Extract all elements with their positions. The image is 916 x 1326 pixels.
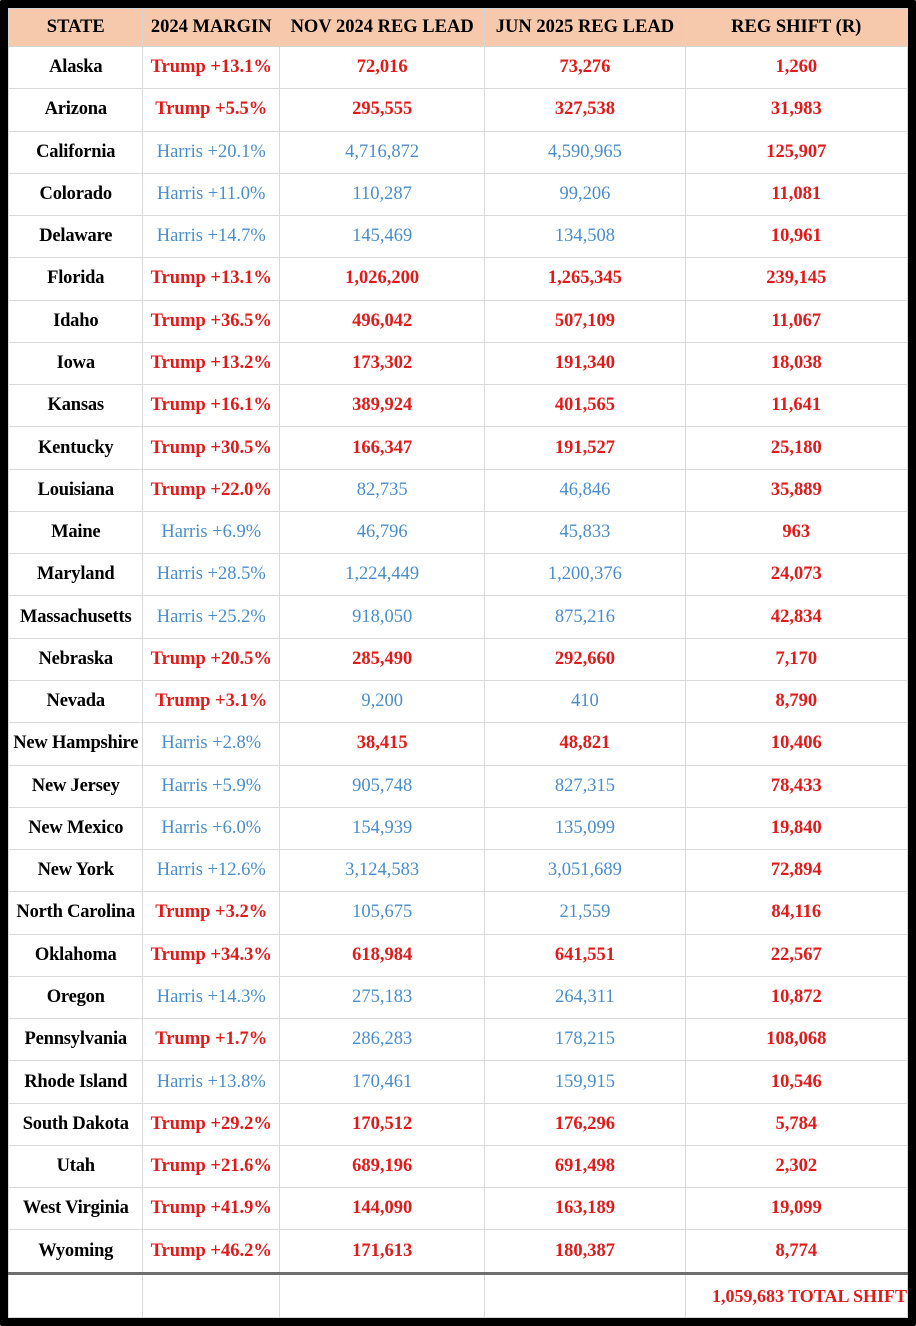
jun-lead-cell: 21,559 [485, 892, 685, 934]
jun-lead-cell: 691,498 [485, 1145, 685, 1187]
state-cell: Oklahoma [9, 934, 143, 976]
state-cell: Delaware [9, 216, 143, 258]
table-row [9, 427, 908, 469]
nov-lead-cell: 110,287 [280, 173, 485, 215]
margin-cell: Harris +14.3% [143, 976, 280, 1018]
nov-lead-cell: 4,716,872 [280, 131, 485, 173]
shift-cell: 35,889 [685, 469, 908, 511]
state-cell: Kansas [9, 385, 143, 427]
jun-lead-cell: 401,565 [485, 385, 685, 427]
jun-lead-cell: 180,387 [485, 1230, 685, 1274]
table-row [9, 850, 908, 892]
table-row [9, 1230, 908, 1274]
state-cell: Nebraska [9, 638, 143, 680]
nov-lead-cell: 295,555 [280, 89, 485, 131]
total-empty-cell [143, 1274, 280, 1318]
nov-lead-cell: 618,984 [280, 934, 485, 976]
jun-lead-cell: 875,216 [485, 596, 685, 638]
margin-cell: Trump +13.2% [143, 342, 280, 384]
jun-lead-cell: 3,051,689 [485, 850, 685, 892]
state-cell: Maine [9, 511, 143, 553]
jun-lead-cell: 99,206 [485, 173, 685, 215]
header-shift: REG SHIFT (R) [685, 9, 908, 47]
nov-lead-cell: 918,050 [280, 596, 485, 638]
state-cell: Florida [9, 258, 143, 300]
total-empty-cell [280, 1274, 485, 1318]
table-row [9, 892, 908, 934]
table-row [9, 1019, 908, 1061]
margin-cell: Trump +20.5% [143, 638, 280, 680]
nov-lead-cell: 1,224,449 [280, 554, 485, 596]
margin-cell: Trump +1.7% [143, 1019, 280, 1061]
shift-cell: 24,073 [685, 554, 908, 596]
nov-lead-cell: 173,302 [280, 342, 485, 384]
jun-lead-cell: 1,200,376 [485, 554, 685, 596]
margin-cell: Harris +12.6% [143, 850, 280, 892]
shift-cell: 18,038 [685, 342, 908, 384]
table-row [9, 596, 908, 638]
margin-cell: Trump +13.1% [143, 258, 280, 300]
state-cell: California [9, 131, 143, 173]
shift-cell: 239,145 [685, 258, 908, 300]
margin-cell: Harris +28.5% [143, 554, 280, 596]
shift-cell: 10,406 [685, 723, 908, 765]
shift-cell: 78,433 [685, 765, 908, 807]
jun-lead-cell: 178,215 [485, 1019, 685, 1061]
nov-lead-cell: 154,939 [280, 807, 485, 849]
margin-cell: Harris +5.9% [143, 765, 280, 807]
nov-lead-cell: 145,469 [280, 216, 485, 258]
state-cell: New Mexico [9, 807, 143, 849]
shift-cell: 11,641 [685, 385, 908, 427]
total-row [9, 1274, 908, 1318]
jun-lead-cell: 827,315 [485, 765, 685, 807]
jun-lead-cell: 4,590,965 [485, 131, 685, 173]
nov-lead-cell: 286,283 [280, 1019, 485, 1061]
state-cell: Maryland [9, 554, 143, 596]
margin-cell: Trump +41.9% [143, 1188, 280, 1230]
total-empty-cell [485, 1274, 685, 1318]
table-row [9, 511, 908, 553]
shift-cell: 22,567 [685, 934, 908, 976]
total-shift: 1,059,683 TOTAL SHIFT [685, 1274, 908, 1318]
jun-lead-cell: 327,538 [485, 89, 685, 131]
shift-cell: 8,790 [685, 680, 908, 722]
table-row [9, 216, 908, 258]
table-row [9, 638, 908, 680]
jun-lead-cell: 410 [485, 680, 685, 722]
jun-lead-cell: 191,527 [485, 427, 685, 469]
margin-cell: Harris +20.1% [143, 131, 280, 173]
state-cell: Colorado [9, 173, 143, 215]
shift-cell: 108,068 [685, 1019, 908, 1061]
state-cell: Rhode Island [9, 1061, 143, 1103]
nov-lead-cell: 170,512 [280, 1103, 485, 1145]
state-cell: New York [9, 850, 143, 892]
margin-cell: Trump +3.2% [143, 892, 280, 934]
jun-lead-cell: 48,821 [485, 723, 685, 765]
state-cell: Massachusetts [9, 596, 143, 638]
jun-lead-cell: 264,311 [485, 976, 685, 1018]
margin-cell: Harris +14.7% [143, 216, 280, 258]
margin-cell: Trump +22.0% [143, 469, 280, 511]
state-cell: Oregon [9, 976, 143, 1018]
shift-cell: 10,546 [685, 1061, 908, 1103]
header-jun-lead: JUN 2025 REG LEAD [485, 9, 685, 47]
table-row [9, 300, 908, 342]
margin-cell: Trump +16.1% [143, 385, 280, 427]
margin-cell: Harris +25.2% [143, 596, 280, 638]
shift-cell: 8,774 [685, 1230, 908, 1274]
margin-cell: Harris +13.8% [143, 1061, 280, 1103]
shift-cell: 125,907 [685, 131, 908, 173]
table-row [9, 1103, 908, 1145]
shift-cell: 19,099 [685, 1188, 908, 1230]
registration-table [8, 8, 908, 1318]
margin-cell: Harris +6.0% [143, 807, 280, 849]
jun-lead-cell: 641,551 [485, 934, 685, 976]
state-cell: Pennsylvania [9, 1019, 143, 1061]
nov-lead-cell: 82,735 [280, 469, 485, 511]
shift-cell: 2,302 [685, 1145, 908, 1187]
state-cell: South Dakota [9, 1103, 143, 1145]
jun-lead-cell: 73,276 [485, 47, 685, 89]
table-row [9, 554, 908, 596]
margin-cell: Trump +13.1% [143, 47, 280, 89]
table-row [9, 131, 908, 173]
nov-lead-cell: 170,461 [280, 1061, 485, 1103]
state-cell: Utah [9, 1145, 143, 1187]
table-row [9, 807, 908, 849]
shift-cell: 11,081 [685, 173, 908, 215]
table-row [9, 934, 908, 976]
nov-lead-cell: 275,183 [280, 976, 485, 1018]
margin-cell: Trump +5.5% [143, 89, 280, 131]
margin-cell: Trump +36.5% [143, 300, 280, 342]
state-cell: Arizona [9, 89, 143, 131]
nov-lead-cell: 105,675 [280, 892, 485, 934]
shift-cell: 25,180 [685, 427, 908, 469]
margin-cell: Harris +6.9% [143, 511, 280, 553]
table-row [9, 47, 908, 89]
jun-lead-cell: 507,109 [485, 300, 685, 342]
nov-lead-cell: 905,748 [280, 765, 485, 807]
margin-cell: Trump +34.3% [143, 934, 280, 976]
nov-lead-cell: 38,415 [280, 723, 485, 765]
shift-cell: 19,840 [685, 807, 908, 849]
table-row [9, 680, 908, 722]
margin-cell: Trump +46.2% [143, 1230, 280, 1274]
total-empty-cell [9, 1274, 143, 1318]
shift-cell: 7,170 [685, 638, 908, 680]
shift-cell: 5,784 [685, 1103, 908, 1145]
state-cell: Idaho [9, 300, 143, 342]
shift-cell: 10,872 [685, 976, 908, 1018]
jun-lead-cell: 292,660 [485, 638, 685, 680]
jun-lead-cell: 191,340 [485, 342, 685, 384]
nov-lead-cell: 389,924 [280, 385, 485, 427]
jun-lead-cell: 134,508 [485, 216, 685, 258]
nov-lead-cell: 144,090 [280, 1188, 485, 1230]
margin-cell: Trump +30.5% [143, 427, 280, 469]
state-cell: Kentucky [9, 427, 143, 469]
margin-cell: Trump +29.2% [143, 1103, 280, 1145]
margin-cell: Trump +3.1% [143, 680, 280, 722]
state-cell: Iowa [9, 342, 143, 384]
nov-lead-cell: 689,196 [280, 1145, 485, 1187]
state-cell: Louisiana [9, 469, 143, 511]
header-nov-lead: NOV 2024 REG LEAD [280, 9, 485, 47]
jun-lead-cell: 45,833 [485, 511, 685, 553]
margin-cell: Trump +21.6% [143, 1145, 280, 1187]
nov-lead-cell: 285,490 [280, 638, 485, 680]
jun-lead-cell: 1,265,345 [485, 258, 685, 300]
table-row [9, 723, 908, 765]
table-row [9, 469, 908, 511]
jun-lead-cell: 135,099 [485, 807, 685, 849]
shift-cell: 963 [685, 511, 908, 553]
nov-lead-cell: 3,124,583 [280, 850, 485, 892]
shift-cell: 10,961 [685, 216, 908, 258]
table-body [9, 47, 908, 1274]
table-row [9, 1188, 908, 1230]
state-cell: New Hampshire [9, 723, 143, 765]
table-row [9, 385, 908, 427]
header-state: STATE [9, 9, 143, 47]
nov-lead-cell: 46,796 [280, 511, 485, 553]
nov-lead-cell: 1,026,200 [280, 258, 485, 300]
shift-cell: 84,116 [685, 892, 908, 934]
table-row [9, 258, 908, 300]
shift-cell: 1,260 [685, 47, 908, 89]
table-row [9, 765, 908, 807]
nov-lead-cell: 171,613 [280, 1230, 485, 1274]
shift-cell: 72,894 [685, 850, 908, 892]
state-cell: Alaska [9, 47, 143, 89]
table-row [9, 1061, 908, 1103]
header-margin: 2024 MARGIN [143, 9, 280, 47]
nov-lead-cell: 496,042 [280, 300, 485, 342]
nov-lead-cell: 166,347 [280, 427, 485, 469]
table-row [9, 1145, 908, 1187]
shift-cell: 11,067 [685, 300, 908, 342]
margin-cell: Harris +2.8% [143, 723, 280, 765]
table-row [9, 342, 908, 384]
state-cell: New Jersey [9, 765, 143, 807]
jun-lead-cell: 176,296 [485, 1103, 685, 1145]
margin-cell: Harris +11.0% [143, 173, 280, 215]
header-row [9, 9, 908, 47]
table-row [9, 173, 908, 215]
state-cell: Wyoming [9, 1230, 143, 1274]
state-cell: North Carolina [9, 892, 143, 934]
jun-lead-cell: 46,846 [485, 469, 685, 511]
jun-lead-cell: 163,189 [485, 1188, 685, 1230]
state-cell: West Virginia [9, 1188, 143, 1230]
nov-lead-cell: 72,016 [280, 47, 485, 89]
state-cell: Nevada [9, 680, 143, 722]
shift-cell: 31,983 [685, 89, 908, 131]
nov-lead-cell: 9,200 [280, 680, 485, 722]
table-row [9, 89, 908, 131]
table-row [9, 976, 908, 1018]
jun-lead-cell: 159,915 [485, 1061, 685, 1103]
shift-cell: 42,834 [685, 596, 908, 638]
